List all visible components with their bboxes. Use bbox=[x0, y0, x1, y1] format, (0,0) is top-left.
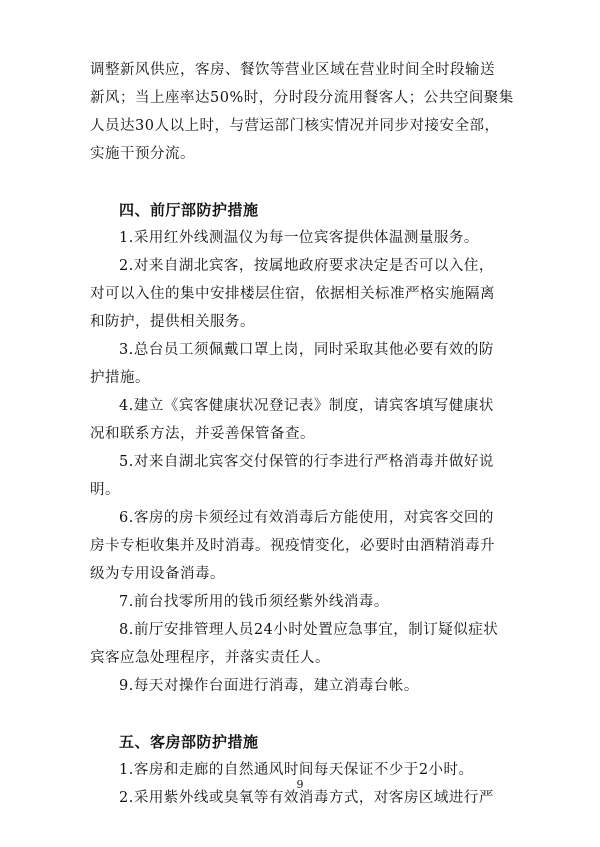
section-heading: 四、前厅部防护措施 bbox=[119, 201, 259, 219]
text-line: 对可以入住的集中安排楼层住宿，依据相关标准严格实施隔离 bbox=[90, 286, 495, 302]
section-heading: 五、客房部防护措施 bbox=[119, 733, 259, 751]
page-body bbox=[90, 56, 514, 812]
text-line: 9.每天对操作台面进行消毒，建立消毒台帐。 bbox=[119, 678, 419, 694]
page-number: 9 bbox=[296, 778, 304, 791]
text-line: 人员达30人以上时，与营运部门核实情况并同步对接安全部， bbox=[90, 118, 500, 134]
text-line: 和防护，提供相关服务。 bbox=[90, 314, 255, 330]
text-line: 调整新风供应，客房、餐饮等营业区域在营业时间全时段输送 bbox=[90, 62, 495, 78]
text-line: 5.对来自湖北宾客交付保管的行李进行严格消毒并做好说 bbox=[119, 454, 494, 470]
text-line: 3.总台员工须佩戴口罩上岗，同时采取其他必要有效的防 bbox=[119, 342, 494, 358]
text-line: 1.采用红外线测温仪为每一位宾客提供体温测量服务。 bbox=[119, 230, 479, 246]
text-line: 况和联系方法，并妥善保管备查。 bbox=[90, 426, 315, 442]
text-line: 房卡专柜收集并及时消毒。视疫情变化，必要时由酒精消毒升 bbox=[90, 538, 495, 554]
text-line: 级为专用设备消毒。 bbox=[90, 566, 225, 582]
text-line: 2.对来自湖北宾客，按属地政府要求决定是否可以入住， bbox=[119, 258, 494, 274]
intro-paragraph bbox=[90, 56, 514, 168]
text-line: 实施干预分流。 bbox=[90, 146, 195, 162]
text-line: 1.客房和走廊的自然通风时间每天保证不少于2小时。 bbox=[119, 762, 474, 778]
text-line: 宾客应急处理程序，并落实责任人。 bbox=[90, 650, 330, 666]
text-line: 6.客房的房卡须经过有效消毒后方能使用，对宾客交回的 bbox=[119, 510, 494, 526]
text-line: 2.采用紫外线或臭氧等有效消毒方式，对客房区域进行严 bbox=[119, 790, 494, 806]
text-line: 7.前台找零所用的钱币须经紫外线消毒。 bbox=[119, 594, 389, 610]
text-line: 护措施。 bbox=[90, 370, 150, 386]
text-line: 明。 bbox=[90, 482, 120, 498]
text-line: 8.前厅安排管理人员24小时处置应急事宜，制订疑似症状 bbox=[119, 622, 499, 638]
text-line: 新风；当上座率达50%时，分时段分流用餐客人；公共空间聚集 bbox=[90, 90, 514, 106]
text-line: 4.建立《宾客健康状况登记表》制度，请宾客填写健康状 bbox=[119, 398, 494, 414]
section-4-body bbox=[90, 224, 510, 700]
